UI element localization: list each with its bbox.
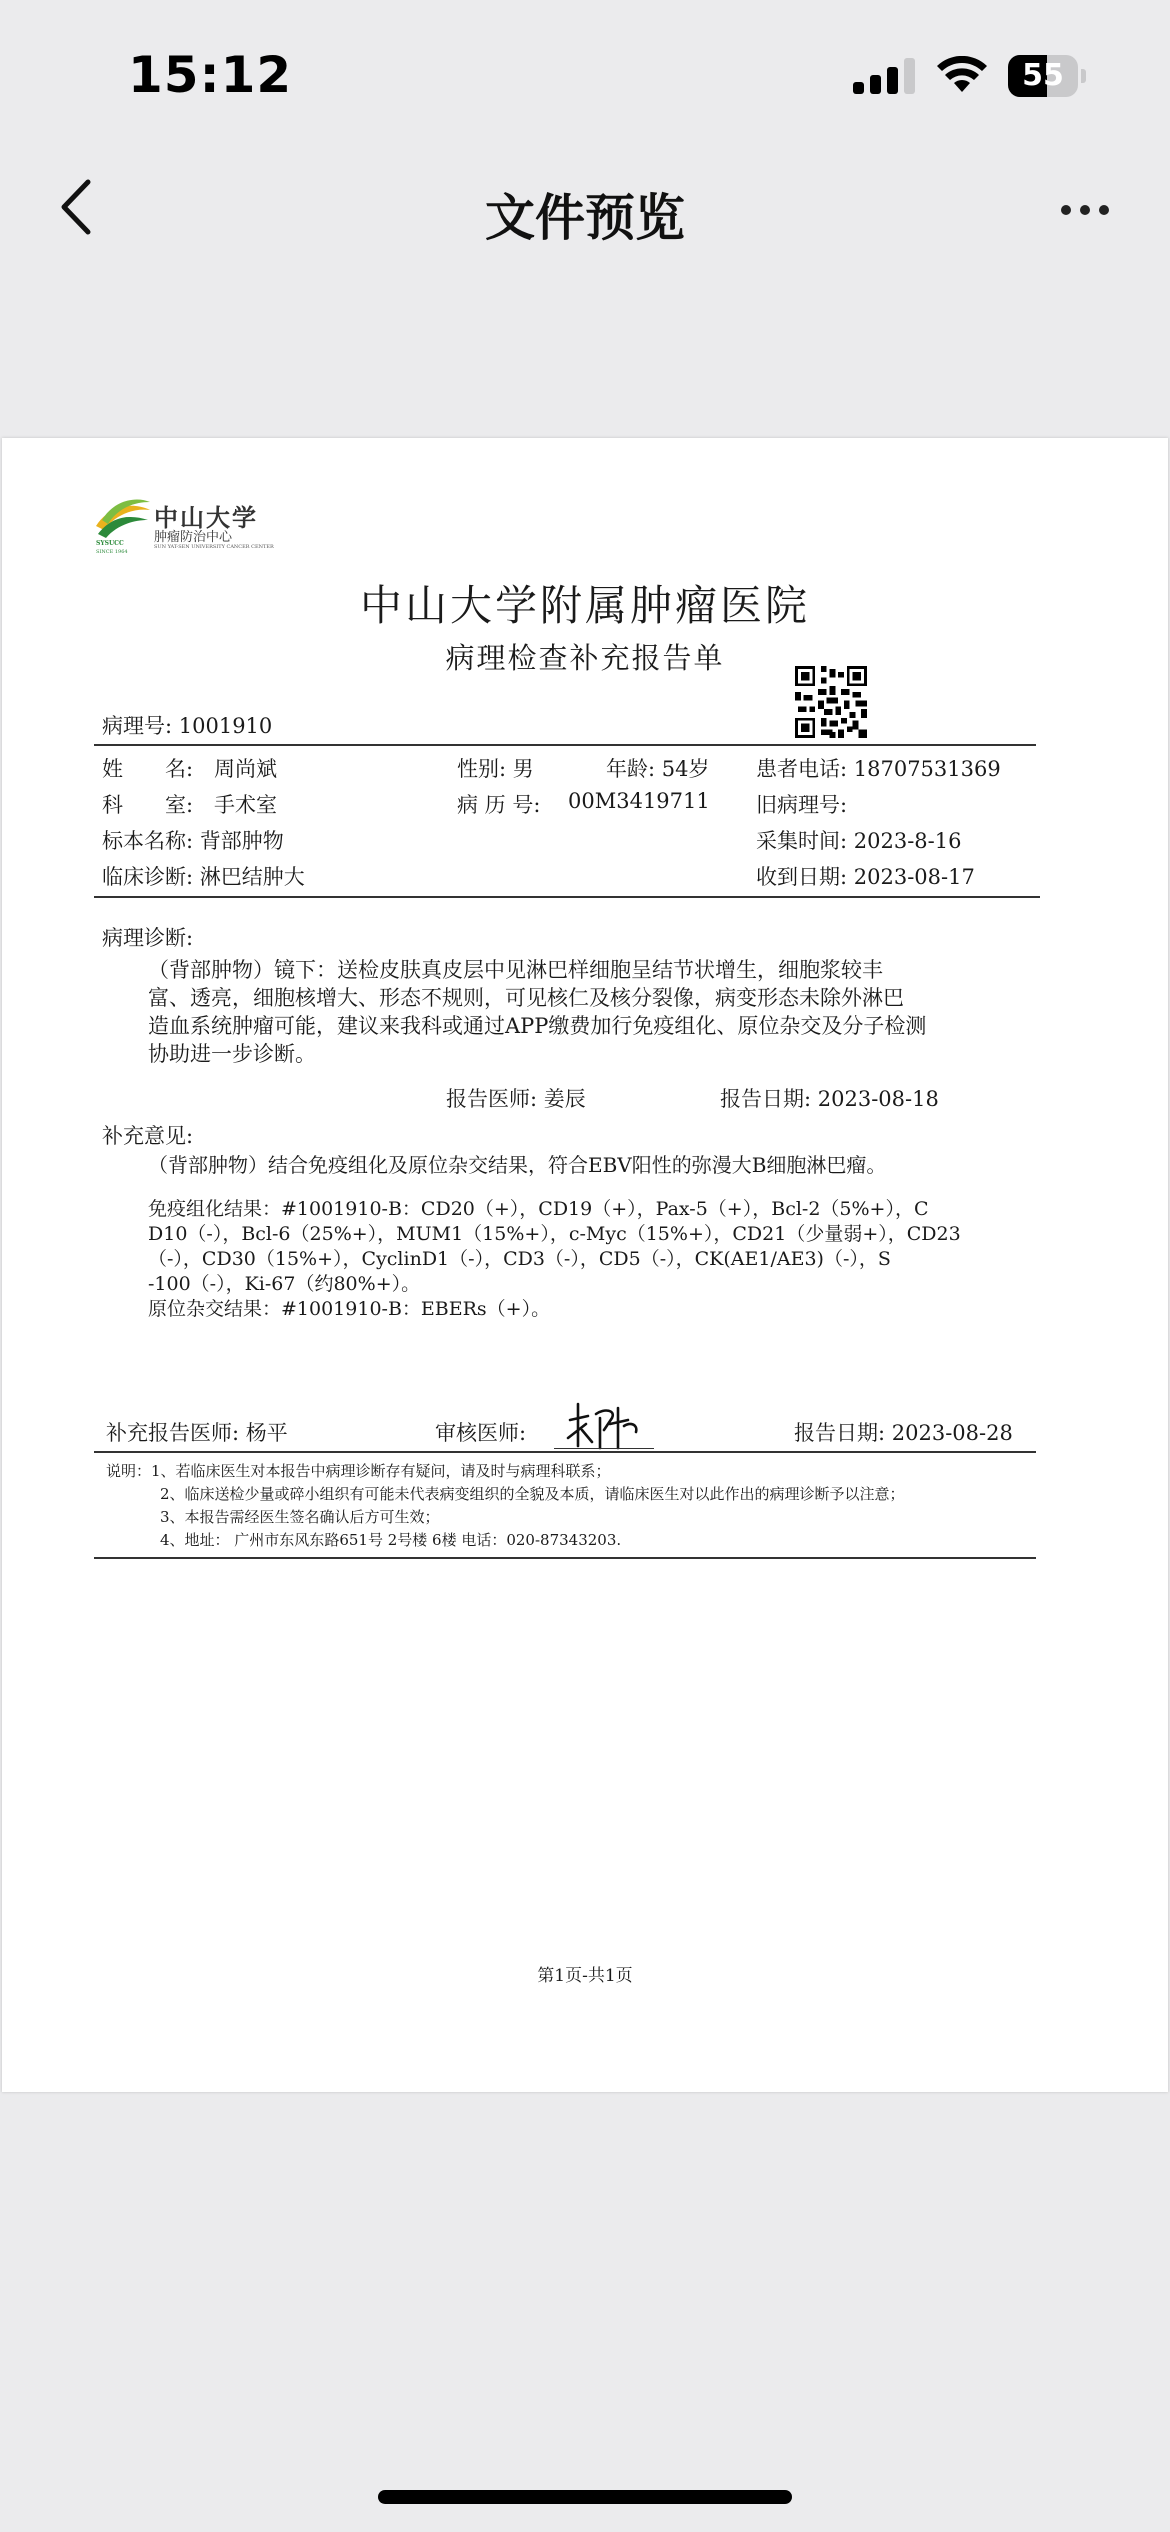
divider-notes-top	[94, 1451, 1036, 1453]
logo-abbr: SYSUCC	[96, 540, 124, 547]
logo-english: SUN YAT-SEN UNIVERSITY CANCER CENTER	[154, 544, 274, 550]
age: 年龄: 54岁	[606, 757, 710, 781]
hospital-name: 中山大学附属肿瘤医院	[359, 581, 810, 630]
page-number: 第1页-共1页	[537, 1966, 633, 1986]
document-page[interactable]	[2, 438, 1168, 2092]
note-line: 4、地址： 广州市东风东路651号 2号楼 6楼 电话：020-87343203.	[160, 1531, 622, 1549]
pathology-line: 协助进一步诊断。	[148, 1042, 316, 1066]
status-time: 15:12	[128, 46, 293, 104]
signature-image	[564, 1396, 644, 1456]
ihc-line: D10（-），Bcl-6（25%+），MUM1（15%+），c-Myc（15%+），CD21（少量弱+），CD23	[148, 1223, 961, 1245]
note-line: 说明：1、若临床医生对本报告中病理诊断存有疑问，请及时与病理科联系；	[106, 1462, 611, 1480]
divider-top	[94, 744, 1036, 746]
more-horizontal-icon	[1061, 205, 1071, 215]
pathology-number: 病理号: 1001910	[102, 714, 273, 738]
pathology-diagnosis-text	[148, 956, 1028, 1068]
ihc-line: 免疫组化结果：#1001910-B：CD20（+），CD19（+），Pax-5（+），Bcl-2（5%+），C	[148, 1198, 929, 1220]
ish-line: 原位杂交结果：#1001910-B：EBERs（+）。	[148, 1298, 551, 1320]
signal-icon	[853, 58, 917, 98]
divider-notes-bottom	[94, 1557, 1036, 1559]
patient-phone: 患者电话: 18707531369	[756, 757, 1001, 781]
nav-bar	[0, 150, 1170, 265]
ihc-line: （-），CD30（15%+），CyclinD1（-），CD3（-），CD5（-），CK(AE1/AE3)（-），S	[148, 1248, 891, 1270]
battery-icon	[1008, 55, 1086, 97]
divider-fields	[94, 896, 1040, 898]
reviewer-label: 审核医师:	[435, 1421, 527, 1445]
page-title: 文件预览	[485, 189, 685, 247]
note-line: 3、本报告需经医生签名确认后方可生效；	[160, 1508, 440, 1526]
name-value: 周尚斌	[214, 757, 277, 781]
battery-level: 55	[1022, 58, 1064, 93]
collect-time: 采集时间: 2023-8-16	[756, 829, 962, 853]
clinical-diagnosis: 临床诊断: 淋巴结肿大	[102, 865, 305, 889]
supplement-label: 补充意见:	[102, 1124, 194, 1148]
dept-value: 手术室	[214, 793, 277, 817]
report-doctor: 报告医师: 姜辰	[446, 1087, 586, 1111]
old-pathology-number: 旧病理号:	[756, 793, 848, 817]
report-title: 病理检查补充报告单	[445, 641, 725, 675]
record-value: 00M3419711	[568, 789, 710, 813]
signature-underline	[554, 1448, 654, 1449]
pathology-diagnosis-label: 病理诊断:	[102, 926, 194, 950]
qr-code-icon	[795, 666, 867, 738]
name-label: 姓 名:	[102, 757, 194, 781]
dept-label: 科 室:	[102, 793, 194, 817]
pathology-line: （背部肿物）镜下：送检皮肤真皮层中见淋巴样细胞呈结节状增生，细胞浆较丰	[148, 958, 883, 982]
pathology-line: 富、透亮，细胞核增大、形态不规则，可见核仁及核分裂像，病变形态未除外淋巴	[148, 986, 904, 1010]
specimen-name: 标本名称: 背部肿物	[102, 829, 284, 853]
supplement-doctor: 补充报告医师: 杨平	[106, 1421, 288, 1445]
wifi-icon	[937, 56, 987, 98]
note-line: 2、临床送检少量或碎小组织有可能未代表病变组织的全貌及本质，请临床医生对以此作出的病理诊断予以注意；	[160, 1485, 905, 1503]
record-label: 病 历 号:	[457, 793, 541, 817]
ihc-line: -100（-），Ki-67（约80%+）。	[148, 1273, 421, 1295]
ihc-results	[148, 1197, 1028, 1322]
status-bar	[0, 0, 1170, 150]
supplement-date: 报告日期: 2023-08-28	[794, 1421, 1013, 1445]
supplement-text: （背部肿物）结合免疫组化及原位杂交结果，符合EBV阳性的弥漫大B细胞淋巴瘤。	[148, 1153, 887, 1177]
received-date: 收到日期: 2023-08-17	[756, 865, 975, 889]
more-button[interactable]	[1045, 185, 1125, 235]
logo-subtitle: 肿瘤防治中心	[154, 530, 233, 545]
pathology-line: 造血系统肿瘤可能，建议来我科或通过APP缴费加行免疫组化、原位杂交及分子检测	[148, 1014, 927, 1038]
home-indicator[interactable]	[378, 2490, 792, 2504]
logo-since: SINCE 1964	[96, 549, 128, 555]
report-date: 报告日期: 2023-08-18	[720, 1087, 939, 1111]
hospital-logo	[94, 496, 274, 558]
gender: 性别: 男	[457, 757, 534, 781]
logo-name: 中山大学	[154, 503, 258, 532]
